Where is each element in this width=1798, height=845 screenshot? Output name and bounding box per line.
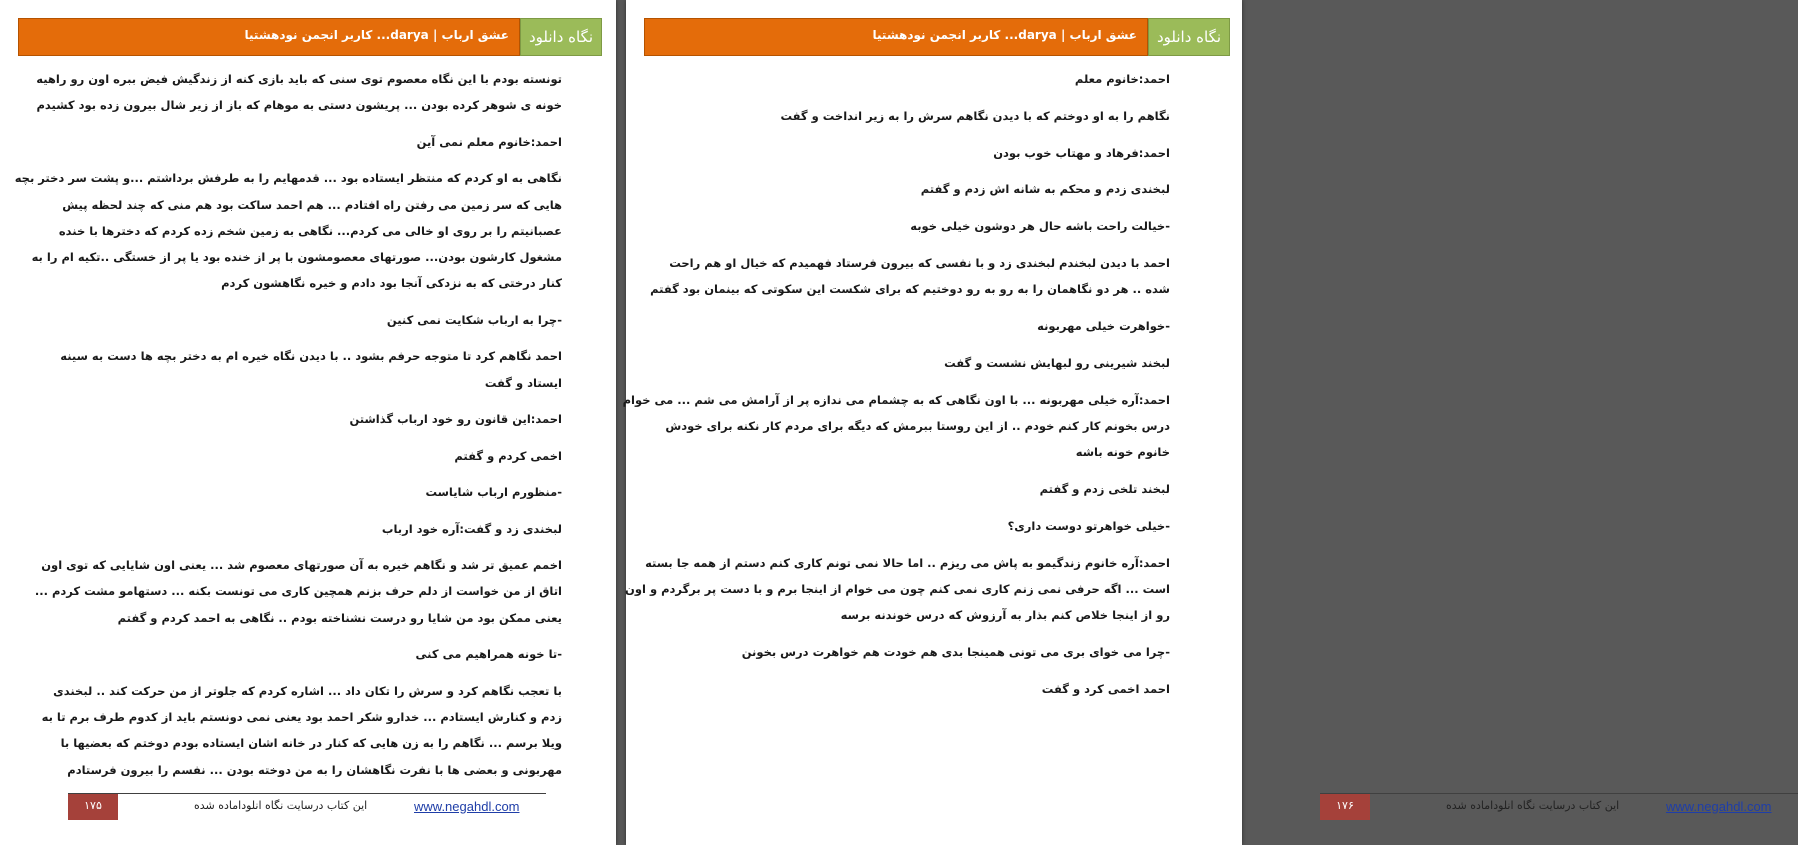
text-line: یعنی ممکن بود من شایا رو درست نشناخته بودم .. نگاهی به احمد کردم و گفتم: [117, 610, 562, 625]
header-brand: نگاه دانلود: [520, 18, 602, 56]
paragraph: [662, 676, 1170, 702]
header-title: عشق ارباب | darya... کاربر انجمن نودهشتیا: [644, 18, 1148, 56]
text-line: احمد:آره خانوم زندگیمو به پاش می ریزم .. اما حالا نمی تونم کاری کنم دستم از همه جا بسته: [645, 555, 1170, 570]
page-176: [622, 0, 1772, 845]
paragraph: [662, 476, 1170, 502]
paragraph: [14, 165, 562, 296]
text-line: شده .. هر دو نگاهمان را به رو به رو دوختیم که برای شکست این سکوتی که بینمان بود گفتم: [650, 282, 1170, 297]
website-link[interactable]: www.negahdl.com: [414, 799, 520, 814]
text-line: احمد نگاهم کرد تا متوجه حرفم بشود .. با دیدن نگاه خیره ام به دختر بچه ها دست به سینه: [60, 349, 562, 364]
page-footer: [68, 793, 546, 820]
text-line: خونه ی شوهر کرده بودن ... پریشون دستی به موهام که باز از زیر شال بیرون زده بود کشیدم: [36, 98, 562, 113]
text-line: درس بخونم کار کنم خودم .. از این روستا ببرمش که دیگه برای مردم کار نکنه برای خودش: [665, 418, 1170, 433]
paragraph: [650, 250, 1170, 303]
paragraph: [40, 678, 562, 783]
page-body-text: [14, 66, 562, 793]
text-line: -چرا به ارباب شکایت نمی کنین: [386, 312, 562, 327]
text-line: احمد با دیدن لبخندم لبخندی زد و با نفسی که بیرون فرستاد فهمیدم که خیال او هم راحت: [669, 255, 1170, 270]
page-number-badge: ۱۷۵: [68, 794, 118, 820]
page-number-badge: ۱۷۶: [1320, 794, 1370, 820]
text-line: -خیلی خواهرتو دوست داری؟: [1007, 518, 1170, 533]
text-line: احمد:فرهاد و مهتاب خوب بودن: [993, 145, 1170, 160]
text-line: با تعجب نگاهم کرد و سرش را تکان داد ... اشاره کردم که جلوتر از من حرکت کند .. لبخندی: [53, 683, 562, 698]
text-line: -چرا می خوای بری می تونی همینجا بدی هم خودت هم خواهرت درس بخونن: [741, 645, 1170, 660]
paragraph: [40, 641, 562, 667]
text-line: تونسته بودم با این نگاه معصوم توی سنی که باید بازی کنه از زندگیش فیض ببره اون رو راهیه: [36, 72, 562, 86]
text-line: لبخند تلخی زدم و گفتم: [1039, 482, 1170, 497]
text-line: احمد:خانوم معلم: [1074, 72, 1170, 86]
website-link[interactable]: www.negahdl.com: [1666, 799, 1772, 814]
text-line: اخمم عمیق تر شد و نگاهم خیره به آن صورتهای معصوم شد ... یعنی اون شایایی که توی اون: [41, 558, 562, 573]
header-brand: نگاه دانلود: [1148, 18, 1230, 56]
text-line: -منظورم ارباب شایاست: [425, 485, 562, 500]
text-line: هایی که سر زمین می رفتن راه افتادم ... هم احمد ساکت بود هم منی که چند لحظه پیش: [62, 197, 562, 212]
paragraph: [40, 343, 562, 396]
text-line: مشغول کارشون بودن... صورتهای معصومشون با پر از خنده بود یا پر از خستگی ..تکیه ام را به: [31, 250, 562, 265]
paragraph: [40, 129, 562, 155]
paragraph: [40, 443, 562, 469]
text-line: زدم و کنارش ایستادم ... خدارو شکر احمد بود یعنی نمی دونستم باید از کدوم طرف برم تا به: [41, 710, 562, 724]
text-line: ایستاد و گفت: [484, 375, 562, 390]
paragraph: [625, 550, 1170, 629]
text-line: اخمی کردم و گفتم: [454, 448, 562, 463]
footer-note: این کتاب درسایت نگاه انلوداماده شده: [1446, 799, 1620, 812]
paragraph: [40, 516, 562, 542]
paragraph: [36, 66, 562, 119]
text-line: ویلا برسم ... نگاهم را به زن هایی که کنار در خانه اشان ایستاده بودم دوختم که بعضیها با: [60, 736, 562, 751]
paragraph: [622, 387, 1170, 466]
text-line: رو از اینجا خلاص کنم بذار به آرزوش که درس خوندنه برسه: [840, 608, 1170, 623]
paragraph: [662, 639, 1170, 665]
paragraph: [662, 350, 1170, 376]
page-175: [0, 0, 616, 845]
paragraph: [662, 513, 1170, 539]
paragraph: [662, 176, 1170, 202]
text-line: خانوم خونه باشه: [1075, 445, 1170, 460]
text-line: -تا خونه همراهیم می کنی: [415, 647, 562, 662]
paragraph: [662, 213, 1170, 239]
text-line: لبخندی زد و گفت:آره خود ارباب: [381, 521, 562, 536]
text-line: احمد:آره خیلی مهربونه ... با اون نگاهی که به چشمام می ندازه پر از آرامش می شم ... می خوام: [622, 392, 1170, 407]
page-header: [18, 18, 602, 56]
paragraph: [662, 103, 1170, 129]
text-line: مهربونی و بعضی ها با نفرت نگاهشان را به من دوخته بودن ... نفسم را بیرون فرستادم: [67, 762, 562, 777]
paragraph: [662, 66, 1170, 92]
text-line: -خیالت راحت باشه حال هر دوشون خیلی خوبه: [910, 219, 1170, 234]
text-line: اتاق از من خواست از دلم حرف بزنم همچین کاری می تونست بکنه ... دستهامو مشت کردم ...: [34, 584, 562, 599]
text-line: احمد:این قانون رو خود ارباب گذاشتن: [349, 412, 562, 427]
text-line: لبخند شیرینی رو لبهایش نشست و گفت: [944, 355, 1170, 370]
text-line: احمد:خانوم معلم نمی آین: [416, 134, 562, 149]
text-line: نگاهم را به او دوختم که با دیدن نگاهم سرش را به زیر انداخت و گفت: [780, 108, 1170, 123]
page-body-text: [622, 66, 1170, 713]
text-line: -خواهرت خیلی مهربونه: [1037, 319, 1170, 334]
header-title: عشق ارباب | darya... کاربر انجمن نودهشتیا: [18, 18, 520, 56]
text-line: کنار درختی که به نزدکی آنجا بود دادم و خیره نگاهشون کردم: [221, 276, 562, 291]
text-line: نگاهی به او کردم که منتظر ایستاده بود ... قدمهایم را به طرفش برداشتم ...و پشت سر دختر بچه: [14, 171, 562, 186]
page-header: [644, 18, 1230, 56]
text-line: است ... اگه حرفی نمی زنم کاری نمی کنم چون می خوام از اینجا برم و با دست پر برگردم و اون: [625, 581, 1170, 596]
paragraph: [40, 479, 562, 505]
paragraph: [662, 140, 1170, 166]
paragraph: [662, 313, 1170, 339]
page-footer: [1320, 793, 1798, 820]
paragraph: [40, 406, 562, 432]
footer-note: این کتاب درسایت نگاه انلوداماده شده: [194, 799, 368, 812]
paragraph: [34, 552, 562, 631]
text-line: لبخندی زدم و محکم به شانه اش زدم و گفتم: [920, 182, 1170, 197]
text-line: احمد اخمی کرد و گفت: [1041, 681, 1170, 696]
text-line: عصبانیتم را بر روی او خالی می کردم... نگاهی به زمین شخم زده کردم که دخترها با خنده: [58, 223, 562, 238]
paragraph: [40, 307, 562, 333]
